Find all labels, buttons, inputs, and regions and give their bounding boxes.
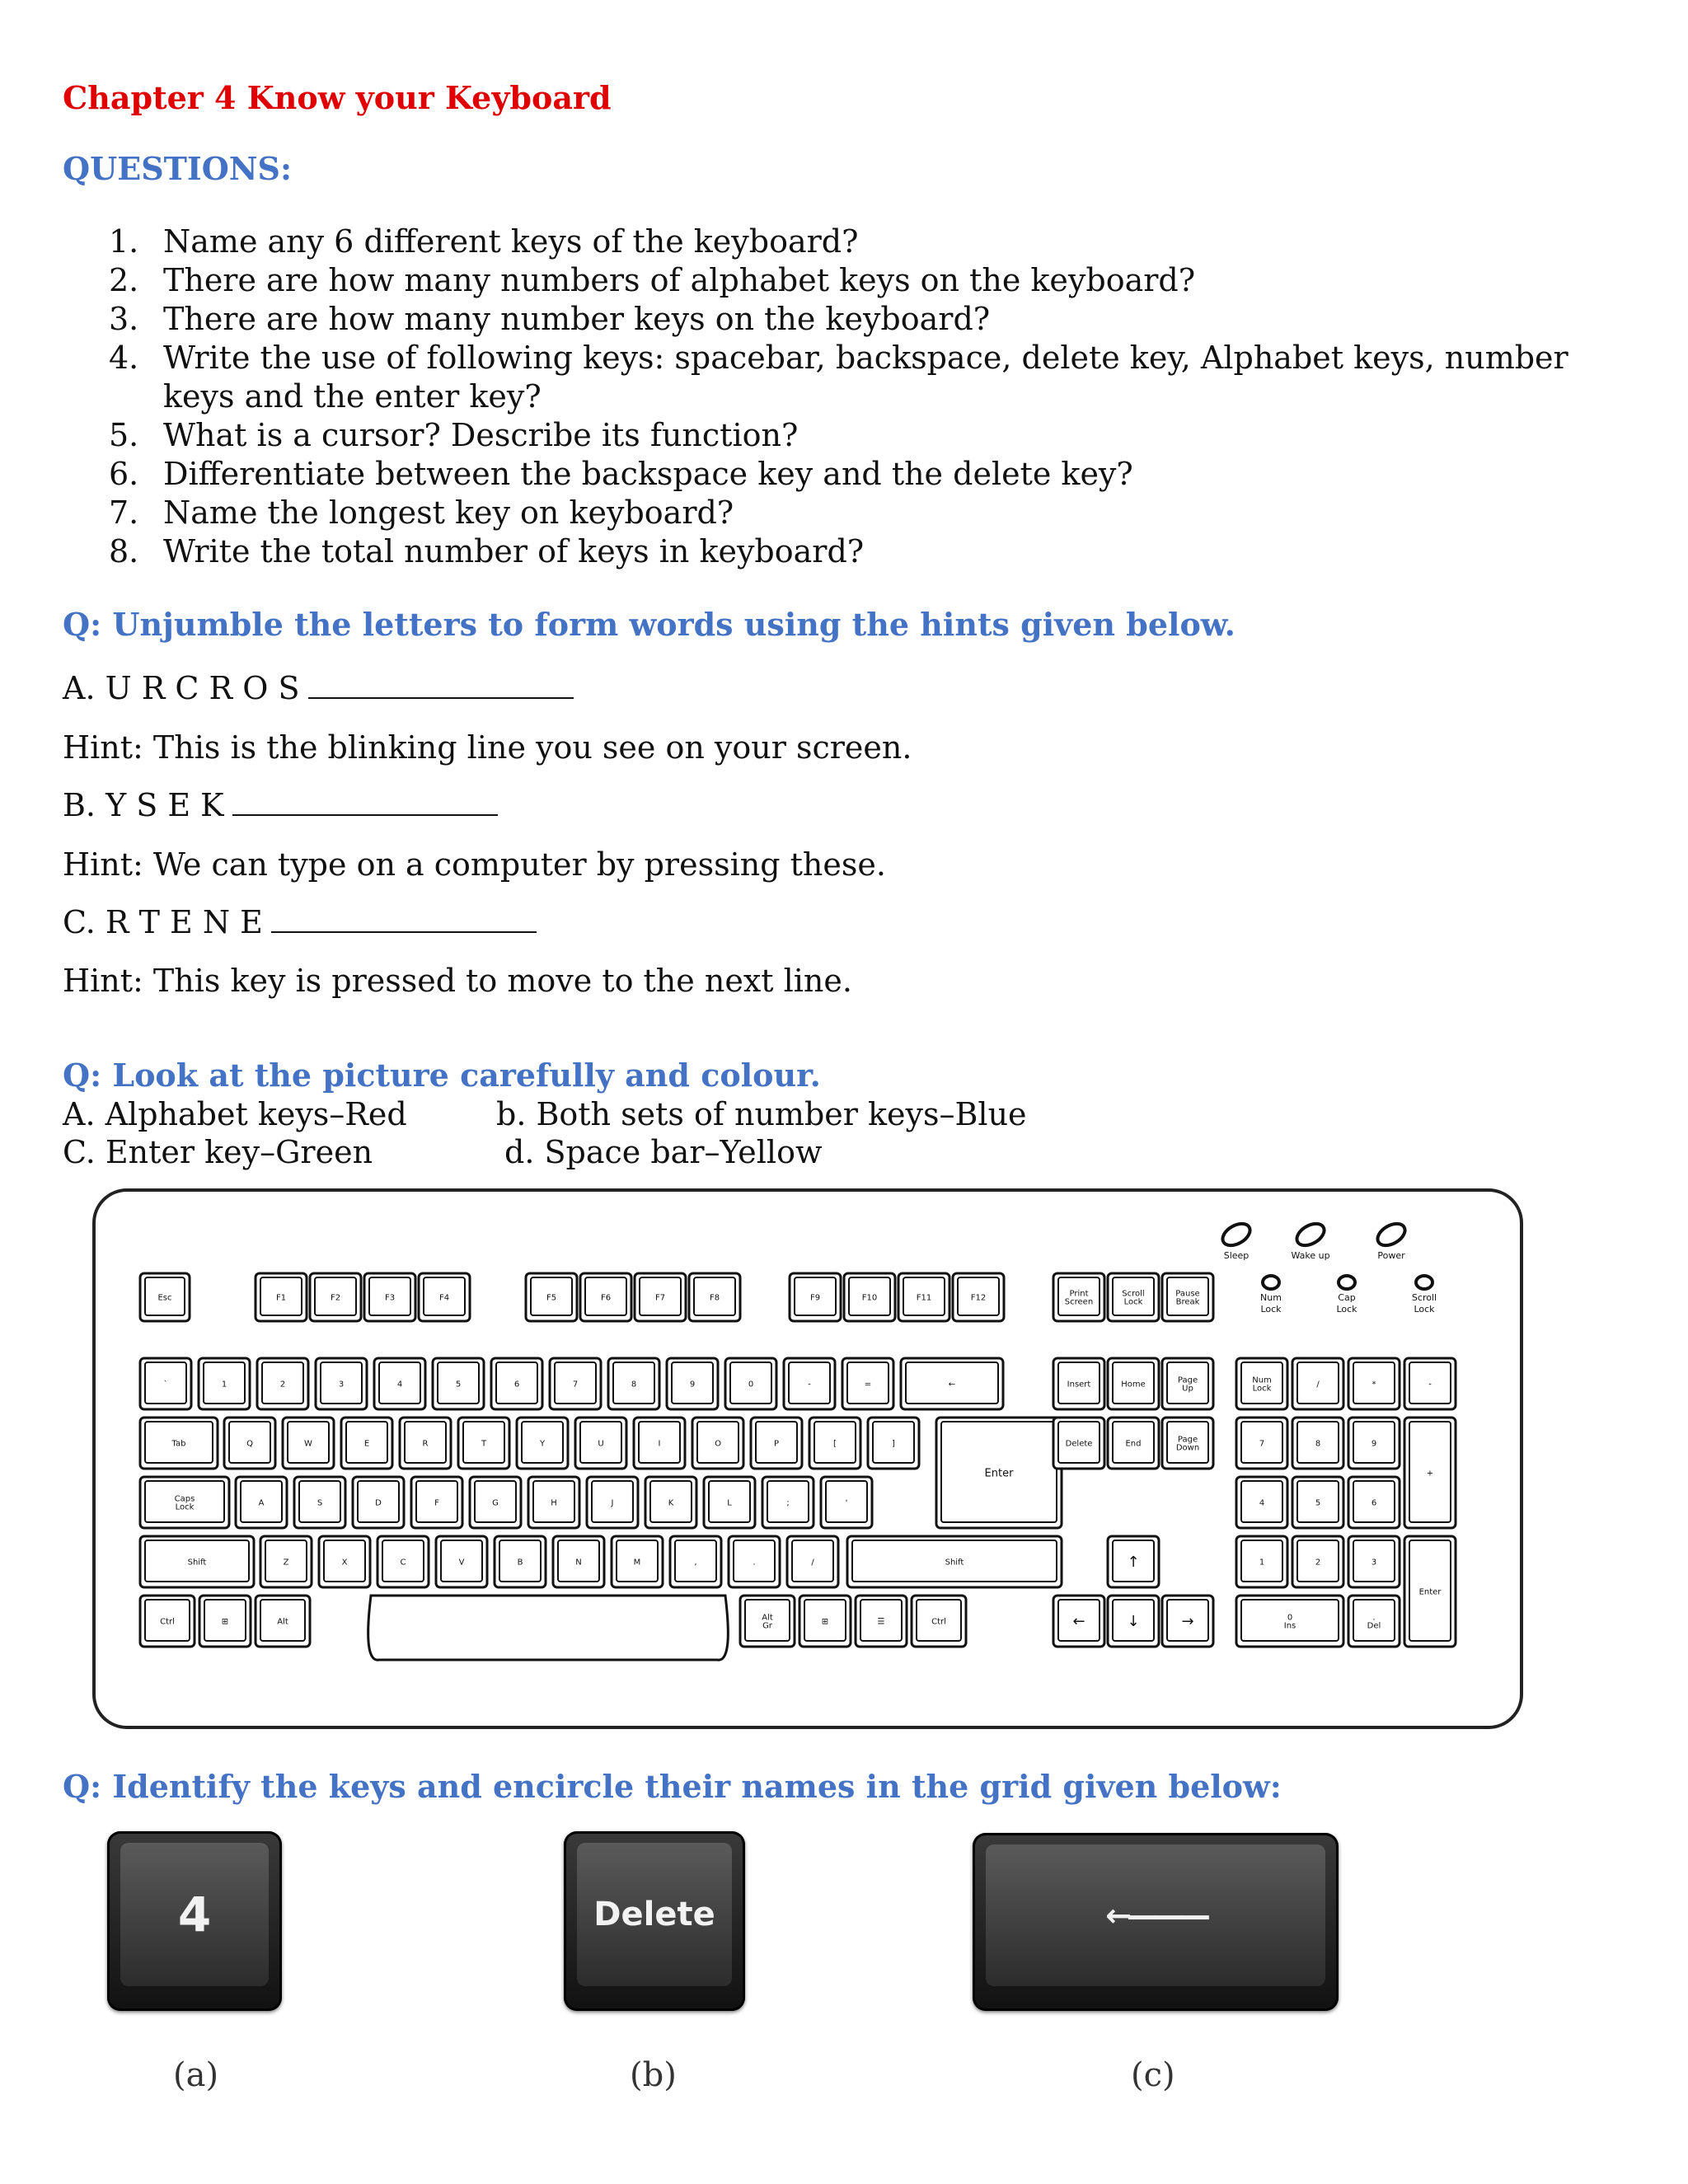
unjumble-c-hint: Hint: This key is pressed to move to the next line. <box>63 963 852 999</box>
colour-b: b. Both sets of number keys–Blue <box>496 1096 1027 1132</box>
key-label: Y <box>539 1439 546 1449</box>
key-label: / <box>811 1558 814 1568</box>
question-number: 3. <box>109 301 139 337</box>
key-label: - <box>808 1380 811 1390</box>
key-label: F2 <box>330 1293 341 1303</box>
key-label: P <box>773 1439 780 1449</box>
key-label: 8 <box>1315 1439 1321 1449</box>
backspace-arrow-icon: ←——— <box>1105 1897 1206 1933</box>
key-label: L <box>727 1498 732 1508</box>
key-label: ] <box>892 1439 895 1449</box>
answer-blank-b[interactable] <box>232 813 498 816</box>
key-label: D <box>375 1498 382 1508</box>
colour-d: d. Space bar–Yellow <box>504 1134 823 1170</box>
key-label: F4 <box>438 1293 450 1303</box>
question-text: What is a cursor? Describe its function? <box>163 417 799 453</box>
key-label: 6 <box>1371 1498 1377 1508</box>
key-label: , <box>694 1558 697 1568</box>
unjumble-c <box>63 904 537 940</box>
key-label: R <box>422 1439 429 1449</box>
key-label: 1 <box>1259 1558 1265 1568</box>
key-label: 1 <box>221 1380 227 1390</box>
key-label: ← <box>948 1380 956 1390</box>
key-delete-label: Delete <box>593 1896 715 1933</box>
key-label: F10 <box>861 1293 878 1303</box>
key-label: + <box>1426 1469 1434 1479</box>
unjumble-a-letters: A. U R C R O S <box>63 670 300 706</box>
question-text: Name the longest key on keyboard? <box>163 494 734 531</box>
caption-b: (b) <box>630 2056 677 2094</box>
key-label: F <box>434 1498 439 1508</box>
key-label: F7 <box>654 1293 666 1303</box>
key-label: Esc <box>157 1293 172 1303</box>
question-number: 8. <box>109 533 139 569</box>
question-text: Write the total number of keys in keyboard? <box>163 533 865 569</box>
key-label: 9 <box>1371 1439 1377 1449</box>
key-label: → <box>1181 1613 1194 1630</box>
key-label: 7 <box>1259 1439 1265 1449</box>
caption-c: (c) <box>1131 2056 1175 2094</box>
key-label: U <box>598 1439 604 1449</box>
key-label: Home <box>1121 1380 1146 1390</box>
key-label: Alt Gr <box>762 1613 773 1631</box>
answer-blank-a[interactable] <box>308 696 574 699</box>
key-label: 3 <box>1371 1558 1377 1568</box>
key-label: Page Up <box>1177 1376 1198 1394</box>
unjumble-b <box>63 787 498 823</box>
key-label: A <box>258 1498 265 1508</box>
key-label: F12 <box>970 1293 987 1303</box>
colour-heading: Q: Look at the picture carefully and colour. <box>63 1057 821 1094</box>
chapter-title: Chapter 4 Know your Keyboard <box>63 79 612 116</box>
key-label: 7 <box>572 1380 579 1390</box>
question-item <box>109 300 1642 339</box>
key-label: 4 <box>396 1380 403 1390</box>
question-number: 2. <box>109 262 139 298</box>
key-four-label: 4 <box>177 1886 212 1943</box>
keyboard-diagram <box>91 1187 1525 1731</box>
key-label: End <box>1125 1439 1142 1449</box>
key-label: 2 <box>1315 1558 1321 1568</box>
unjumble-heading: Q: Unjumble the letters to form words using the hints given below. <box>63 606 1236 643</box>
question-item <box>109 223 1642 261</box>
key-label: ` <box>163 1380 168 1390</box>
key-label: ; <box>786 1498 790 1508</box>
question-number: 5. <box>109 417 139 453</box>
colour-a: A. Alphabet keys–Red <box>63 1096 407 1132</box>
key-label: 0 <box>748 1380 754 1390</box>
key-backspace-image <box>973 1833 1339 2011</box>
key-label: ← <box>1072 1613 1085 1630</box>
question-text: There are how many number keys on the keyboard? <box>163 301 991 337</box>
questions-heading: QUESTIONS: <box>63 150 293 187</box>
key-label: ↓ <box>1127 1613 1140 1630</box>
key-label: Q <box>246 1439 253 1449</box>
key-label: 5 <box>455 1380 462 1390</box>
key-label: O <box>715 1439 721 1449</box>
key-label: N <box>575 1558 582 1568</box>
key-label: F9 <box>809 1293 821 1303</box>
key-label: ⊞ <box>821 1617 829 1627</box>
key-label: . Del <box>1367 1613 1381 1631</box>
led-label: Num <box>1260 1292 1282 1303</box>
key-label: H <box>551 1498 557 1508</box>
question-item <box>109 494 1642 532</box>
key-label: * <box>1372 1380 1376 1390</box>
question-item <box>109 455 1642 494</box>
question-text: Name any 6 different keys of the keyboard? <box>163 223 859 260</box>
key-label: / <box>1316 1380 1320 1390</box>
key-label: F5 <box>546 1293 557 1303</box>
unjumble-b-letters: B. Y S E K <box>63 787 224 823</box>
led-label: Cap <box>1338 1292 1356 1303</box>
key-label: V <box>458 1558 465 1568</box>
led-label: Lock <box>1260 1304 1282 1315</box>
indicator-label: Wake up <box>1291 1250 1330 1261</box>
key-label: Enter <box>1418 1587 1442 1597</box>
questions-list <box>109 223 1642 571</box>
key-label: 4 <box>1259 1498 1265 1508</box>
question-text: There are how many numbers of alphabet keys on the keyboard? <box>163 262 1196 298</box>
question-number: 1. <box>109 223 139 260</box>
key-label: X <box>341 1558 348 1568</box>
key-label: F3 <box>384 1293 396 1303</box>
unjumble-b-hint: Hint: We can type on a computer by pressing these. <box>63 846 886 883</box>
key-label: E <box>363 1439 370 1449</box>
unjumble-c-letters: C. R T E N E <box>63 904 263 940</box>
question-item <box>109 532 1642 571</box>
caption-a: (a) <box>173 2056 219 2094</box>
question-text: Write the use of following keys: spacebar, backspace, delete key, Alphabet keys, number keys and the enter key? <box>163 340 1568 415</box>
key-label: Enter <box>984 1467 1014 1480</box>
key-label: F11 <box>916 1293 932 1303</box>
answer-blank-c[interactable] <box>271 930 537 933</box>
key-label: Print Screen <box>1064 1289 1094 1307</box>
question-item <box>109 261 1642 300</box>
key-label: [ <box>833 1439 837 1449</box>
key-label: 5 <box>1315 1498 1321 1508</box>
key-label: ⊞ <box>221 1617 229 1627</box>
key-label: Tab <box>171 1439 186 1449</box>
question-number: 6. <box>109 456 139 492</box>
key-label: I <box>658 1439 661 1449</box>
key-label: 9 <box>689 1380 696 1390</box>
key-label: Page Down <box>1175 1435 1200 1453</box>
key-label: F1 <box>275 1293 287 1303</box>
led-label: Lock <box>1414 1304 1435 1315</box>
key-label: 2 <box>279 1380 286 1390</box>
key-four-image <box>107 1831 282 2011</box>
key-label: . <box>753 1558 756 1568</box>
key-label: ' <box>845 1498 848 1508</box>
key-label: C <box>400 1558 406 1568</box>
key-label: W <box>304 1439 312 1449</box>
key-label: Shift <box>945 1558 964 1568</box>
key-label: J <box>611 1498 614 1508</box>
question-item <box>109 339 1642 416</box>
key-label: Ctrl <box>931 1617 946 1627</box>
led-label: Lock <box>1336 1304 1357 1315</box>
key-label: T <box>481 1439 487 1449</box>
key-label: Insert <box>1067 1380 1091 1390</box>
key-label: 8 <box>631 1380 637 1390</box>
key-label: 3 <box>338 1380 345 1390</box>
key-label: S <box>316 1498 323 1508</box>
key-label: ☰ <box>877 1617 885 1627</box>
key-label: Z <box>283 1558 289 1568</box>
key-label: 6 <box>513 1380 520 1390</box>
question-number: 4. <box>109 340 139 376</box>
key-label: G <box>492 1498 499 1508</box>
identify-heading: Q: Identify the keys and encircle their names in the grid given below: <box>63 1768 1282 1805</box>
key-label: Num Lock <box>1252 1376 1272 1394</box>
key-label: B <box>517 1558 523 1568</box>
key-label: F6 <box>600 1293 612 1303</box>
indicator-label: Power <box>1377 1250 1405 1261</box>
key-label: ↑ <box>1127 1554 1140 1571</box>
key-label: Caps Lock <box>174 1494 195 1512</box>
key-label: K <box>668 1498 674 1508</box>
key-label: = <box>864 1380 872 1390</box>
key-label: - <box>1428 1380 1432 1390</box>
indicator-label: Sleep <box>1223 1250 1250 1261</box>
key-label: Pause Break <box>1175 1289 1200 1307</box>
key-label: Delete <box>1065 1439 1093 1449</box>
unjumble-a <box>63 670 574 706</box>
key-label: Ctrl <box>160 1617 175 1627</box>
spacebar <box>368 1596 729 1660</box>
key-label: F8 <box>709 1293 720 1303</box>
question-number: 7. <box>109 494 139 531</box>
question-text: Differentiate between the backspace key and the delete key? <box>163 456 1133 492</box>
led-label: Scroll <box>1411 1292 1437 1303</box>
question-item <box>109 416 1642 455</box>
colour-c: C. Enter key–Green <box>63 1134 373 1170</box>
unjumble-a-hint: Hint: This is the blinking line you see on your screen. <box>63 729 912 766</box>
key-delete-image <box>564 1831 745 2011</box>
key-label: M <box>633 1558 641 1568</box>
key-label: Shift <box>187 1558 207 1568</box>
key-label: Scroll Lock <box>1122 1289 1145 1307</box>
key-label: Alt <box>277 1617 288 1627</box>
key-label: 0 Ins <box>1283 1613 1296 1631</box>
